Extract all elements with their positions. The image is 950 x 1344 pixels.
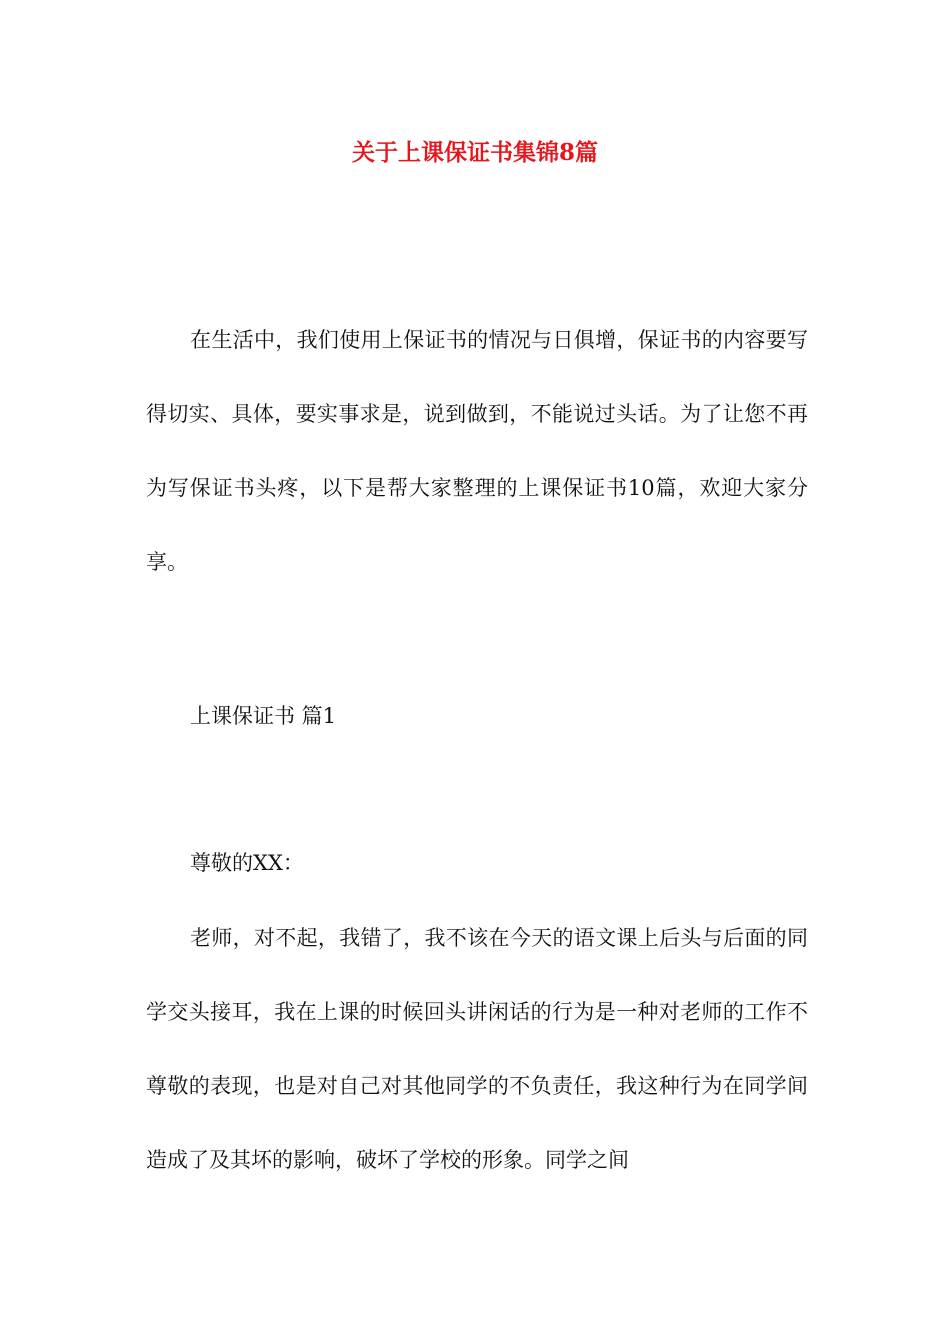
- salutation: 尊敬的XX：: [190, 851, 304, 875]
- document-title: 关于上课保证书集锦8篇: [351, 139, 598, 166]
- section-heading: 上课保证书 篇1: [190, 704, 337, 728]
- intro-paragraph: 在生活中，我们使用上保证书的情况与日俱增，保证书的内容要写得切实、具体，要实事求是，说到做到，不能说过头话。为了让您不再为写保证书头疼，以下是帮大家整理的上课保证书10篇，欢迎大家分享。: [146, 328, 808, 574]
- body-paragraph: 老师，对不起，我错了，我不该在今天的语文课上后头与后面的同学交头接耳，我在上课的时候回头讲闲话的行为是一种对老师的工作不尊敬的表现，也是对自己对其他同学的不负责任，我这种行为在同学间造成了及其坏的影响，破坏了学校的形象。同学之间: [146, 926, 808, 1172]
